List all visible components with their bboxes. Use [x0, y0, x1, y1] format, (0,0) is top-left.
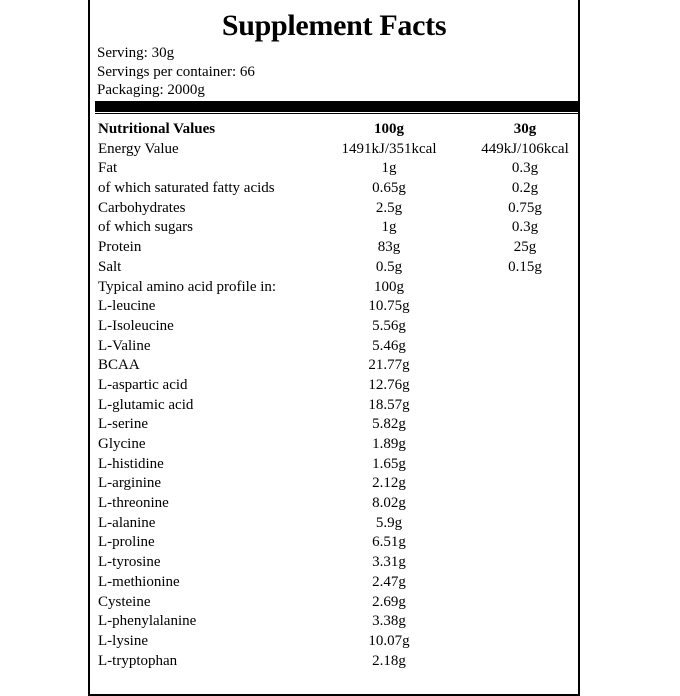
- value-per-serving: 0.3g: [511, 219, 539, 236]
- nutrient-name: Fat: [98, 160, 118, 177]
- value-per-100g: 5.9g: [375, 514, 403, 531]
- nutrient-name: Carbohydrates: [98, 199, 186, 216]
- serving-size: Serving: 30g: [97, 45, 175, 61]
- table-row: [97, 238, 577, 258]
- table-row: [97, 337, 577, 357]
- table-row: [97, 376, 577, 396]
- header-label: Nutritional Values: [98, 121, 216, 137]
- value-per-serving: 0.2g: [511, 180, 539, 197]
- nutrient-name: L-phenylalanine: [98, 613, 197, 630]
- nutrient-name: L-tryptophan: [98, 652, 178, 669]
- serving-info: [97, 44, 255, 100]
- header-per-100g: 100g: [374, 121, 404, 137]
- table-row: [97, 199, 577, 219]
- table-row: [97, 297, 577, 317]
- value-per-100g: 6.51g: [372, 534, 406, 551]
- value-per-100g: 5.56g: [372, 317, 406, 334]
- table-row: [97, 533, 577, 553]
- table-row: [97, 632, 577, 652]
- value-per-100g: 1g: [381, 160, 397, 177]
- nutrient-name: L-methionine: [98, 573, 180, 590]
- nutrient-name: L-proline: [98, 534, 155, 551]
- value-per-100g: 83g: [377, 239, 401, 256]
- value-per-100g: 10.75g: [368, 298, 410, 315]
- nutrient-name: L-Valine: [98, 337, 151, 354]
- servings-per-container: Servings per container: 66: [97, 63, 255, 80]
- table-row: [97, 455, 577, 475]
- table-row: [97, 474, 577, 494]
- nutrient-name: BCAA: [98, 357, 140, 374]
- thin-divider: [95, 113, 578, 114]
- panel-title: Supplement Facts: [221, 9, 447, 42]
- table-row: [97, 514, 577, 534]
- value-per-100g: 2.69g: [372, 593, 406, 610]
- table-row: [97, 218, 577, 238]
- nutrient-name: L-glutamic acid: [98, 396, 194, 413]
- value-per-100g: 2.18g: [372, 652, 406, 669]
- value-per-100g: 0.65g: [372, 180, 406, 197]
- nutrient-name: L-histidine: [98, 455, 164, 472]
- table-row: [97, 258, 577, 278]
- nutrition-table: [97, 120, 577, 671]
- table-row: [97, 179, 577, 199]
- nutrient-name: Typical amino acid profile in:: [98, 278, 277, 295]
- table-row: [97, 356, 577, 376]
- nutrient-name: L-Isoleucine: [98, 317, 174, 334]
- packaging-size: Packaging: 2000g: [97, 82, 205, 98]
- nutrient-name: Glycine: [98, 436, 146, 452]
- nutrient-name: L-serine: [98, 416, 148, 433]
- table-row: [97, 435, 577, 455]
- nutrient-name: Protein: [98, 239, 142, 256]
- table-row: [97, 415, 577, 435]
- nutrient-name: L-arginine: [98, 475, 162, 492]
- header-per-serving: 30g: [513, 121, 537, 137]
- table-row: [97, 652, 577, 672]
- nutrient-name: Salt: [98, 258, 122, 275]
- value-per-100g: 3.38g: [372, 613, 406, 630]
- nutrient-name: of which sugars: [98, 219, 193, 236]
- value-per-100g: 0.5g: [375, 258, 403, 275]
- value-per-100g: 100g: [374, 278, 404, 295]
- value-per-100g: 18.57g: [368, 396, 410, 413]
- table-row: [97, 553, 577, 573]
- value-per-100g: 8.02g: [372, 495, 406, 512]
- value-per-100g: 5.82g: [372, 416, 406, 433]
- value-per-100g: 1491kJ/351kcal: [341, 140, 437, 157]
- table-row: [97, 573, 577, 593]
- nutrient-name: Cysteine: [98, 593, 151, 610]
- value-per-100g: 2.12g: [372, 475, 406, 492]
- table-row: [97, 494, 577, 514]
- value-per-serving: 0.15g: [508, 258, 542, 275]
- nutrient-name: Energy Value: [98, 140, 179, 157]
- value-per-100g: 1.65g: [372, 455, 406, 472]
- value-per-100g: 3.31g: [372, 554, 406, 571]
- nutrient-name: L-alanine: [98, 514, 156, 531]
- thick-divider: [95, 101, 578, 112]
- value-per-100g: 1.89g: [372, 436, 406, 452]
- value-per-serving: 0.3g: [511, 160, 539, 177]
- value-per-100g: 21.77g: [368, 357, 410, 374]
- value-per-serving: 449kJ/106kcal: [481, 140, 569, 157]
- nutrient-name: L-tyrosine: [98, 554, 161, 571]
- table-row: [97, 278, 577, 298]
- table-header-row: [97, 120, 577, 140]
- value-per-serving: 0.75g: [508, 199, 542, 216]
- nutrient-name: L-lysine: [98, 632, 148, 649]
- value-per-100g: 10.07g: [368, 632, 410, 649]
- table-row: [97, 140, 577, 160]
- value-per-100g: 2.47g: [372, 573, 406, 590]
- value-per-100g: 2.5g: [375, 199, 403, 216]
- table-row: [97, 317, 577, 337]
- value-per-serving: 25g: [513, 239, 537, 256]
- nutrient-name: L-threonine: [98, 495, 169, 512]
- table-row: [97, 612, 577, 632]
- nutrient-name: L-aspartic acid: [98, 376, 188, 393]
- table-row: [97, 396, 577, 416]
- table-row: [97, 593, 577, 613]
- value-per-100g: 1g: [381, 219, 397, 236]
- table-row: [97, 159, 577, 179]
- nutrient-name: L-leucine: [98, 298, 156, 315]
- nutrient-name: of which saturated fatty acids: [98, 180, 275, 197]
- value-per-100g: 12.76g: [368, 376, 410, 393]
- value-per-100g: 5.46g: [372, 337, 406, 354]
